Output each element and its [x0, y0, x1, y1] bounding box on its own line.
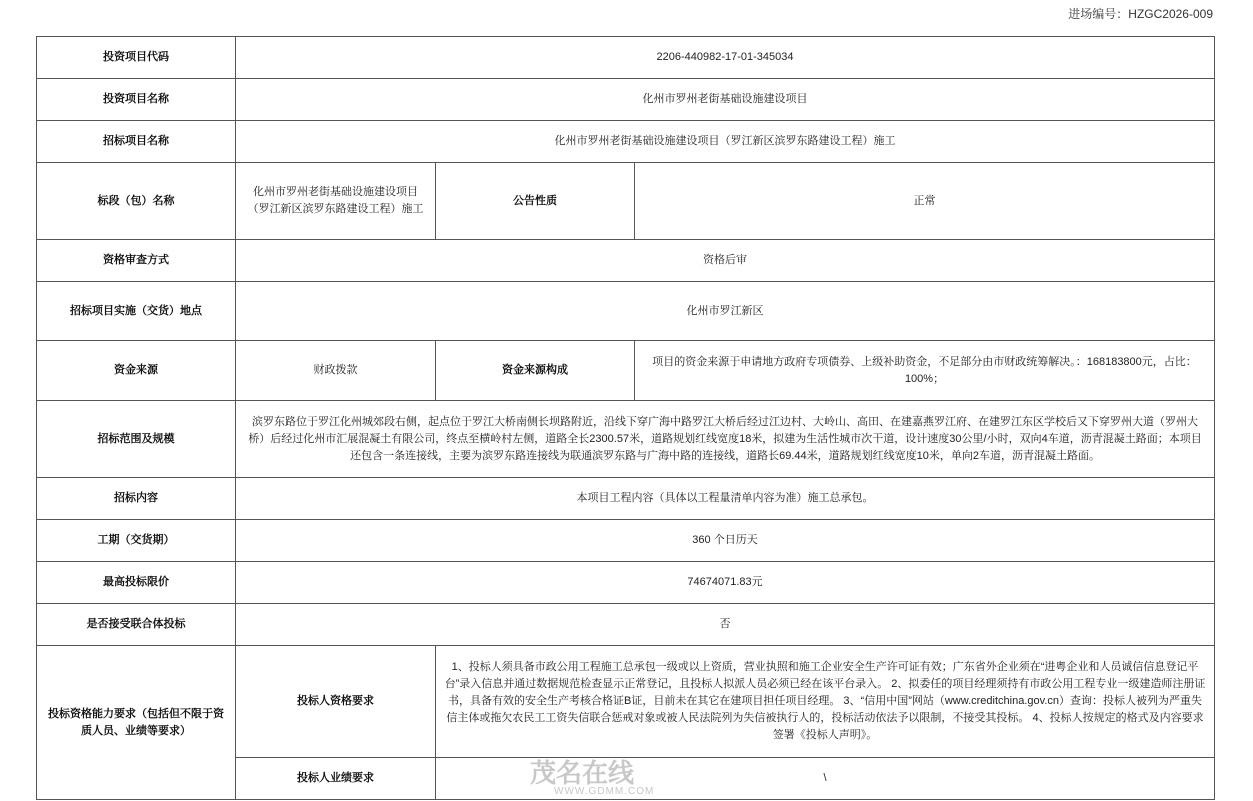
location-value: 化州市罗江新区: [236, 282, 1215, 341]
row-qualification: [37, 646, 1215, 758]
content-value: 本项目工程内容（具体以工程量清单内容为准）施工总承包。: [236, 478, 1215, 520]
project-code-label: 投资项目代码: [37, 37, 236, 79]
row-funding: [37, 341, 1215, 401]
location-label: 招标项目实施（交货）地点: [37, 282, 236, 341]
row-tender-name: [37, 121, 1215, 163]
project-name-value: 化州市罗州老街基础设施建设项目: [236, 79, 1215, 121]
row-location: [37, 282, 1215, 341]
row-project-name: [37, 79, 1215, 121]
performance-req-label: 投标人业绩要求: [236, 758, 436, 800]
notice-type-label: 公告性质: [436, 163, 635, 240]
funding-composition-value: 项目的资金来源于申请地方政府专项债券、上级补助资金，不足部分由市财政统筹解决。：168183800元，占比：100%；: [635, 341, 1215, 401]
max-price-label: 最高投标限价: [37, 562, 236, 604]
consortium-value: 否: [236, 604, 1215, 646]
row-scope: [37, 401, 1215, 478]
tender-name-value: 化州市罗州老街基础设施建设项目（罗江新区滨罗东路建设工程）施工: [236, 121, 1215, 163]
row-section: [37, 163, 1215, 240]
tender-info-table: [36, 36, 1215, 800]
project-name-label: 投资项目名称: [37, 79, 236, 121]
row-consortium: [37, 604, 1215, 646]
max-price-value: 74674071.83元: [236, 562, 1215, 604]
tender-name-label: 招标项目名称: [37, 121, 236, 163]
section-label: 标段（包）名称: [37, 163, 236, 240]
scope-value: 滨罗东路位于罗江化州城郊段右侧，起点位于罗江大桥南侧长坝路附近，沿线下穿广海中路罗江大桥后经过江边村、大岭山、高田、在建嘉燕罗江府、在建罗江东区学校后又下穿罗州大道（罗州大桥）后经过化州市汇展混凝土有限公司，终点至横岭村左侧，道路全长2300.57米，道路规划红线宽度18米，拟建为生活性城市次干道，设计速度30公里/小时，双向4车道，沥青混凝土路面；本项目还包含一条连接线，主要为滨罗东路连接线为联通滨罗东路与广海中路的连接线，道路长69.44米，道路规划红线宽度10米，单向2车道，沥青混凝土路面。: [236, 401, 1215, 478]
qualification-req-label: 投标人资格要求: [236, 646, 436, 758]
review-method-value: 资格后审: [236, 240, 1215, 282]
row-review-method: [37, 240, 1215, 282]
row-duration: [37, 520, 1215, 562]
funding-label: 资金来源: [37, 341, 236, 401]
duration-value: 360 个日历天: [236, 520, 1215, 562]
review-method-label: 资格审查方式: [37, 240, 236, 282]
duration-label: 工期（交货期）: [37, 520, 236, 562]
funding-composition-label: 资金来源构成: [436, 341, 635, 401]
watermark-url: WWW.GDMM.COM: [554, 786, 655, 797]
performance-req-value: \: [436, 758, 1215, 800]
qualification-label: 投标资格能力要求（包括但不限于资质人员、业绩等要求）: [37, 646, 236, 800]
consortium-label: 是否接受联合体投标: [37, 604, 236, 646]
watermark-logo: 茂名在线: [530, 758, 635, 788]
section-value: 化州市罗州老街基础设施建设项目（罗江新区滨罗东路建设工程）施工: [236, 163, 436, 240]
notice-type-value: 正常: [635, 163, 1215, 240]
row-max-price: [37, 562, 1215, 604]
entry-number: 进场编号：HZGC2026-009: [1068, 7, 1213, 21]
project-code-value: 2206-440982-17-01-345034: [236, 37, 1215, 79]
scope-label: 招标范围及规模: [37, 401, 236, 478]
funding-value: 财政拨款: [236, 341, 436, 401]
qualification-req-value: 1、投标人须具备市政公用工程施工总承包一级或以上资质，营业执照和施工企业安全生产许可证有效；广东省外企业须在“进粤企业和人员诚信信息登记平台”录入信息并通过数据规范检查显示正常登记，且投标人拟派人员必须已经在该平台录入。 2、拟委任的项目经理须持有市政公用工程专业一级建造师注册证书，具备有效的安全生产考核合格证B证，目前未在其它在建项目担任项目经理。 3、“信用中国”网站（www.creditchina.gov.cn）查询：投标人被列为严重失信主体或拖欠农民工工资失信联合惩戒对象或被人民法院列为失信被执行人的，投标活动依法予以限制，不接受其投标。 4、投标人按规定的格式及内容要求签署《投标人声明》。: [436, 646, 1215, 758]
row-project-code: [37, 37, 1215, 79]
content-label: 招标内容: [37, 478, 236, 520]
row-content: [37, 478, 1215, 520]
